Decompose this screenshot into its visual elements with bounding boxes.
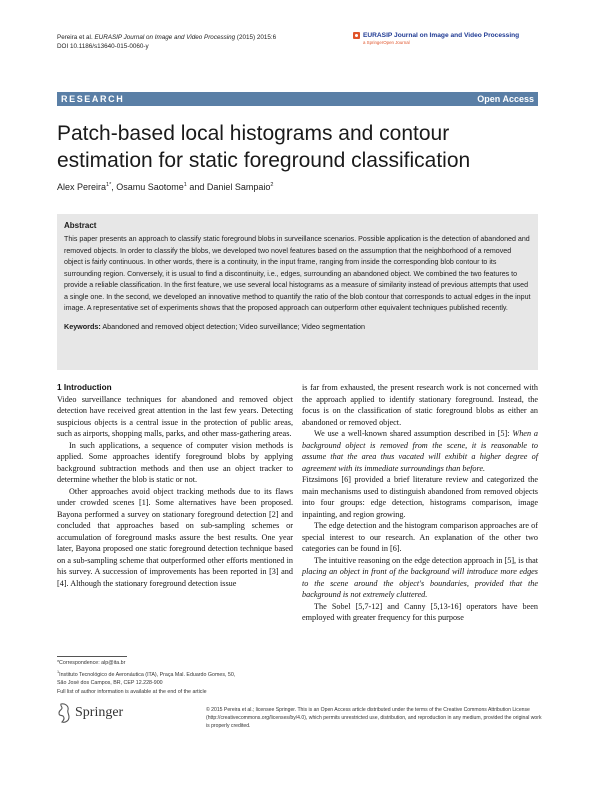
body-paragraph: The Sobel [5,7-12] and Canny [5,13-16] operators have been employed with greater frequency for this purpose <box>302 601 538 622</box>
abstract-text: This paper presents an approach to classify static foreground blobs in surveillance scenarios. Possible application is the detection of abandoned and removed objects. In order to classify the blobs, we developed two novel features based on the assumption that the neighborhood of a removed object is fairly continuous. In other words, there is a continuity, in the input frame, ranging from inside the corresponding blob contour to its surrounding region. Conversely, it is usual to find a discontinuity, i.e., edges, surrounding an abandoned object. We combined the two features to provide a reliable classification. In the first feature, we use several local histograms as a measure of similarity instead of previous attempts that used a single one. In the second, we developed an innovative method to quantify the ratio of the blob contour that corresponds to actual edges in the input image. A representative set of experiments shows that the proposed approach can outperform other equivalent techniques published recently. <box>64 235 531 312</box>
journal-brand <box>353 32 538 45</box>
body-paragraph: Video surveillance techniques for abandoned and removed object detection have received great attention in the last few years. Detecting suspicious objects is a central issue in the protection of public areas, such as airports, shopping malls, parks, and other mass-gathering areas. <box>57 394 293 438</box>
body-column-left <box>57 382 293 589</box>
keywords-label: Keywords: <box>64 321 101 331</box>
author-list: Alex Pereira$^{1*}$, Osamu Saotome$^1$ and Daniel Sampaio$^2$ <box>57 182 274 192</box>
affiliation-line: Instituto Tecnológico de Aeronáutica (ITA), Praça Mal. Eduardo Gomes, 50, <box>59 671 236 678</box>
article-type-banner <box>57 92 538 106</box>
keywords-line <box>64 322 531 331</box>
body-paragraph: The edge detection and the histogram comparison approaches are of special interest to our research. An explanation of the other two categories can be found in [6]. <box>302 521 538 553</box>
open-access-label: Open Access <box>477 94 534 104</box>
publisher-logo <box>57 702 123 724</box>
citation-authors: Pereira et al. <box>57 34 93 41</box>
article-title: Patch-based local histograms and contour estimation for static foreground classification <box>57 122 471 172</box>
author-affiliation-mark: 1* <box>106 182 112 188</box>
article-type-label: RESEARCH <box>61 94 125 104</box>
paragraph-text: The intuitive reasoning on the edge detection approach in [5], is that <box>314 555 538 565</box>
footnote-divider <box>57 656 127 657</box>
journal-logo-icon <box>353 32 360 39</box>
citation-journal: EURASIP Journal on Image and Video Processing <box>94 34 236 41</box>
body-paragraph: is far from exhausted, the present research work is not concerned with the approach applied to identify stationary foreground. Instead, the focus is on the classification of static foreground blobs as either an abandoned or removed object. <box>302 383 538 427</box>
author-name: Osamu Saotome <box>116 182 184 192</box>
journal-subtitle: a SpringerOpen Journal <box>363 40 410 45</box>
correspondence-email[interactable]: *Correspondence: alp@ita.br <box>57 660 126 666</box>
section-heading: 1 Introduction <box>57 383 112 392</box>
body-paragraph <box>302 428 538 474</box>
author-name: Daniel Sampaio <box>206 182 271 192</box>
doi-line[interactable]: DOI 10.1186/s13640-015-0060-y <box>57 43 149 50</box>
running-header <box>57 33 276 51</box>
author-info-note: Full list of author information is available at the end of the article <box>57 688 207 695</box>
author-name: Alex Pereira <box>57 182 107 192</box>
footnotes <box>57 659 297 696</box>
body-paragraph <box>302 555 538 601</box>
affiliation <box>57 668 297 679</box>
body-paragraph: Fitzsimons [6] provided a brief literature review and categorized the main mechanisms used to distinguish abandoned from removed objects into four groups: edge detection, histograms comparison, image inpainting, and region growing. <box>302 475 538 519</box>
publisher-name: Springer <box>75 705 124 720</box>
quoted-assumption: When a background object is removed from the scene, it is reasonable to assume that the area thus vacated will exhibit a higher degree of agreement with its immediate surroundings than before. <box>302 429 538 473</box>
paragraph-text: We use a well-known shared assumption described in [5]: <box>314 429 513 438</box>
journal-name: EURASIP Journal on Image and Video Processing <box>363 32 520 39</box>
body-paragraph: In such applications, a sequence of computer vision methods is applied. Some approaches identify foreground blobs by applying background subtraction methods and then use an object tracker to determine whether the blob is static or not. <box>57 440 293 484</box>
citation-line <box>57 33 276 42</box>
springer-horse-icon <box>57 702 71 724</box>
author-affiliation-mark: 1 <box>183 182 187 188</box>
abstract-box <box>57 214 538 370</box>
body-column-right <box>302 382 538 624</box>
license-text: © 2015 Pereira et al.; licensee Springer. This is an Open Access article distributed under the terms of the Creative Commons Attribution License (http://creativecommons.org/licenses/by/4.0), which permits unrestricted use, distribution, and reproduction in any medium, provided the original work is properly credited. <box>206 707 542 729</box>
citation-year: (2015) 2015:6 <box>235 34 277 41</box>
author-affiliation-mark: 2 <box>270 182 274 188</box>
keywords-text: Abandoned and removed object detection; Video surveillance; Video segmentation <box>102 321 366 331</box>
body-paragraph: Other approaches avoid object tracking methods due to its flaws under crowded scenes [1]. Some alternatives have been proposed. Bayona performed a survey on stationary foreground detection [2] and concluded that approaches based on sub-sampling schemes or accumulation of foreground masks assure the best results. One year later, Bayona proposed one static foreground detection technique based on a sub-sampling scheme that outperformed other efforts mentioned in his survey. A succession of improvements has been reported in [3] and [4]. Although the stationary foreground detection issue <box>57 486 293 588</box>
affiliation-mark: 1 <box>57 669 60 674</box>
affiliation-line: São José dos Campos, BR, CEP 12.228-900 <box>57 679 163 686</box>
abstract-heading: Abstract <box>64 221 97 230</box>
quoted-reasoning: placing an object in front of the background will introduce more edges to the scene around the object's boundaries, provided that the background is not extremely cluttered. <box>302 567 538 599</box>
